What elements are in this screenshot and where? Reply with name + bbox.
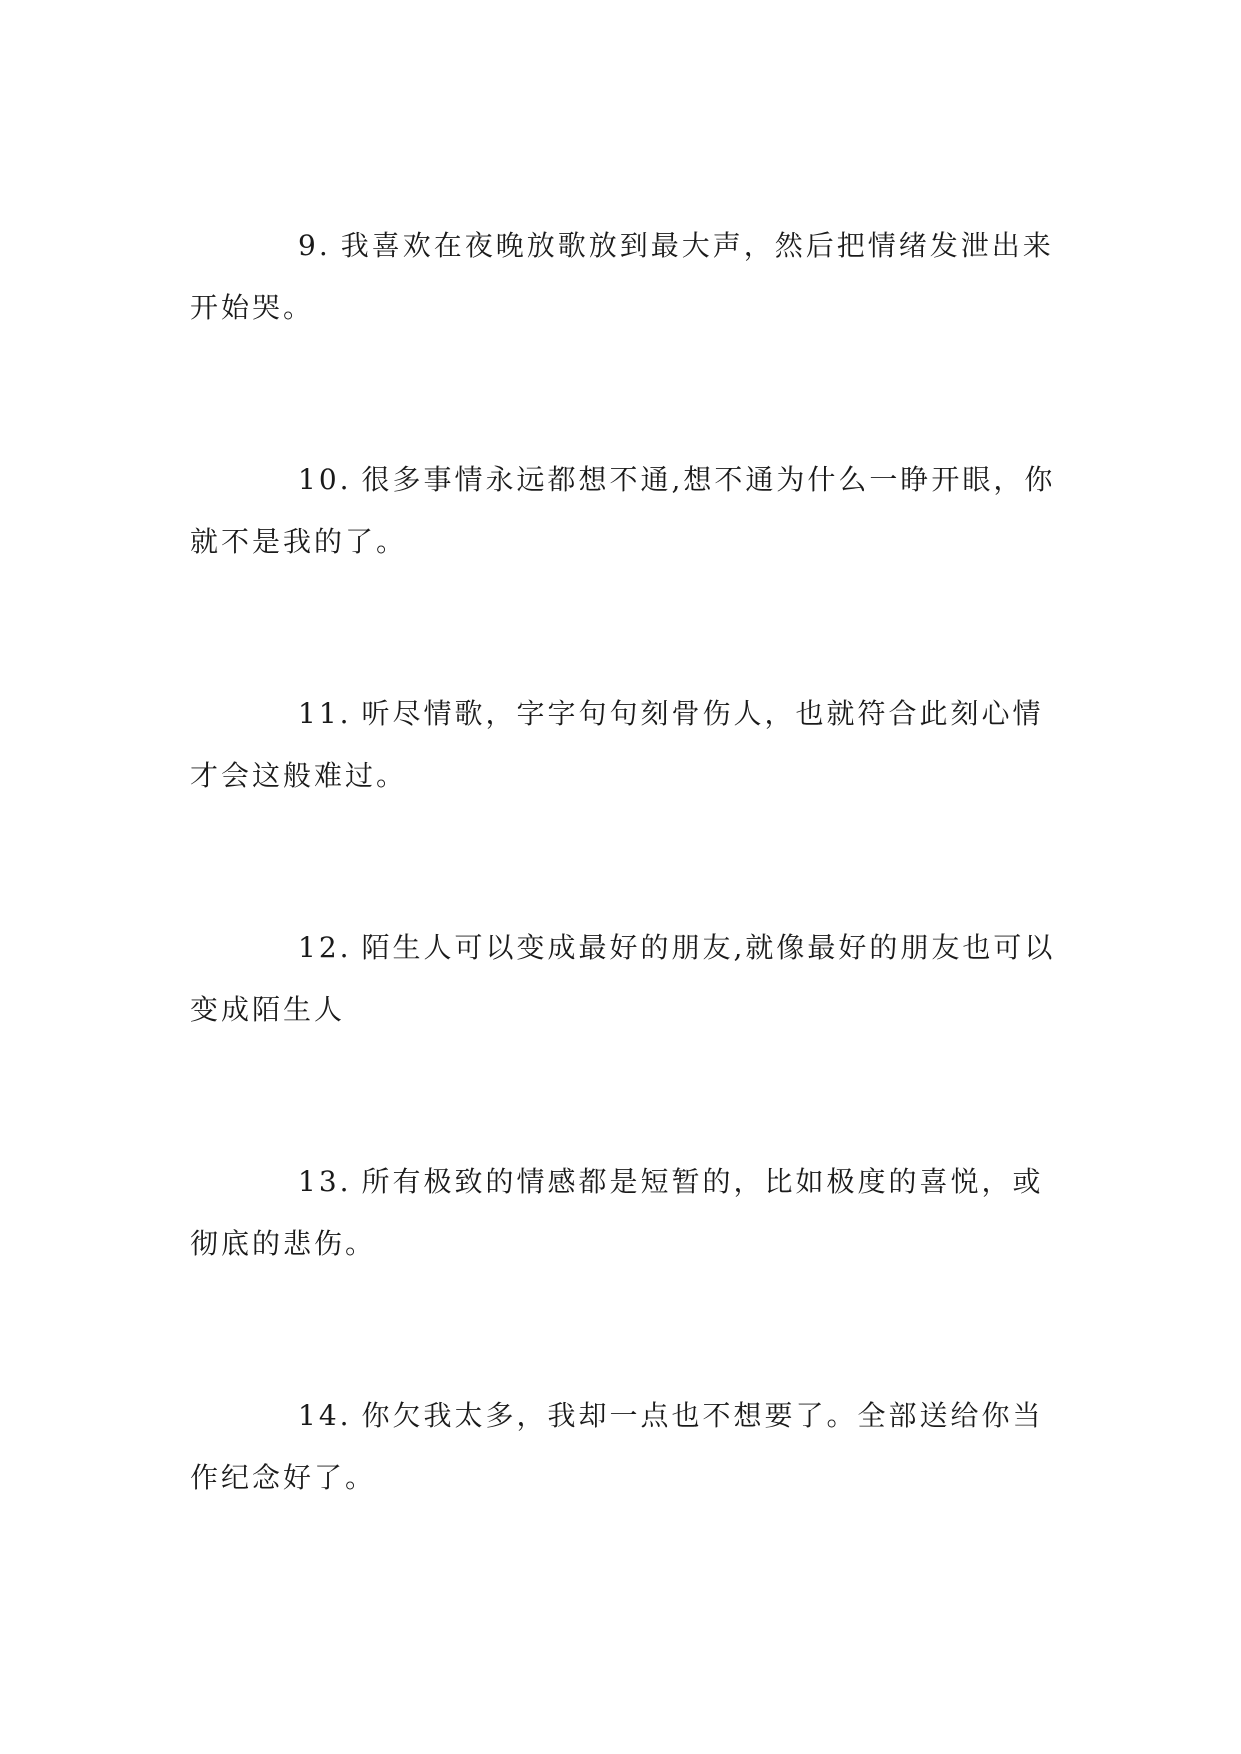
paragraph-11	[190, 683, 1062, 807]
paragraph-number: 11.	[298, 697, 352, 730]
paragraph-text: 很多事情永远都想不通,想不通为什么一睁开眼，你就不是我的了。	[190, 463, 1056, 558]
paragraph-number: 10.	[298, 463, 352, 496]
paragraph-text: 所有极致的情感都是短暂的，比如极度的喜悦，或彻底的悲伤。	[190, 1165, 1044, 1260]
paragraph-text: 我喜欢在夜晚放歌放到最大声，然后把情绪发泄出来开始哭。	[190, 229, 1054, 324]
paragraph-number: 12.	[298, 931, 352, 964]
paragraph-9	[190, 215, 1062, 339]
paragraph-14	[190, 1385, 1062, 1509]
paragraph-10	[190, 449, 1062, 573]
paragraph-number: 13.	[298, 1165, 352, 1198]
paragraph-13	[190, 1151, 1062, 1275]
paragraph-text: 听尽情歌，字字句句刻骨伤人，也就符合此刻心情才会这般难过。	[190, 697, 1044, 792]
paragraph-12	[190, 917, 1062, 1041]
paragraph-text: 你欠我太多，我却一点也不想要了。全部送给你当作纪念好了。	[190, 1399, 1044, 1494]
paragraph-number: 9.	[298, 229, 331, 262]
paragraph-text: 陌生人可以变成最好的朋友,就像最好的朋友也可以变成陌生人	[190, 931, 1056, 1026]
paragraph-number: 14.	[298, 1399, 352, 1432]
